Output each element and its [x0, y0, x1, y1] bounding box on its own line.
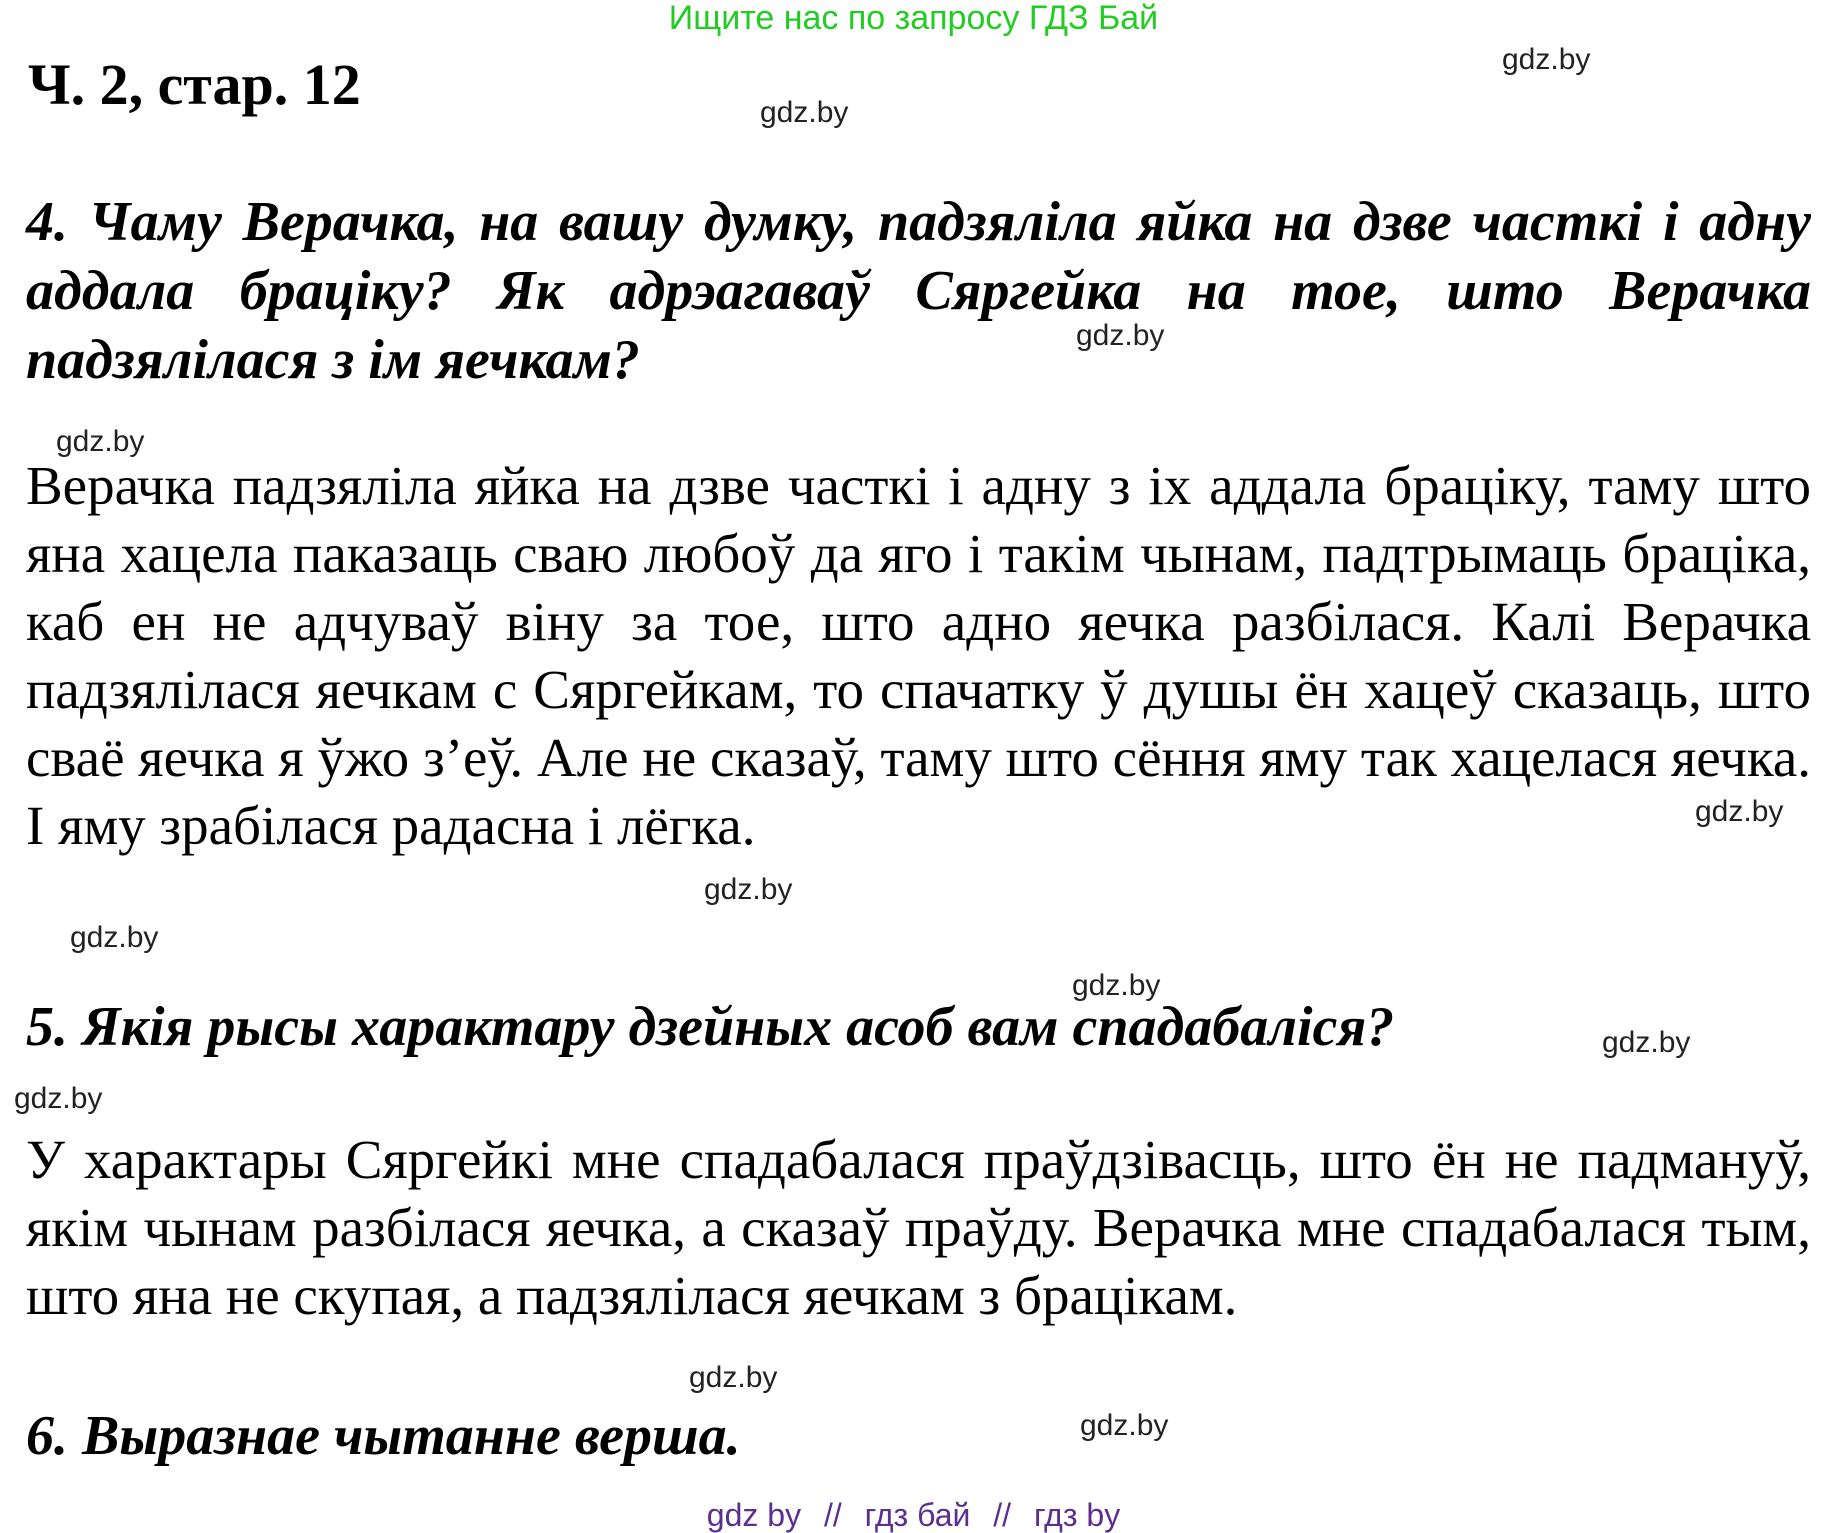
- question-4: 4. Чаму Верачка, на вашу думку, падзяліла яйка на дзве часткі і адну аддала брацiку? Як адрэагаваў Сяргейка на тое, што Верачка падзялілася з ім яечкам?: [26, 191, 1811, 391]
- watermark: gdz.by: [1080, 1409, 1169, 1442]
- footer-link-gdz-by-mixed[interactable]: гдз by: [1033, 1497, 1121, 1533]
- page-heading: Ч. 2, стар. 12: [28, 52, 361, 117]
- watermark: gdz.by: [689, 1361, 778, 1394]
- footer-link-gdz-bai[interactable]: гдз бай: [864, 1497, 971, 1533]
- watermark: gdz.by: [1502, 43, 1591, 76]
- watermark: gdz.by: [704, 873, 793, 906]
- watermark: gdz.by: [70, 921, 159, 954]
- answer-5: У характары Сяргейкі мне спадабалася праўдзівасць, што ён не падмануў, якім чынам разбiлася яечка, а сказаў праўду. Верачка мне спадабалася тым, што яна не скупая, а падзялiлася яечкам з брацікам.: [26, 1129, 1811, 1326]
- question-5: 5. Якія рысы характару дзейных асоб вам спадабаліся?: [26, 996, 1395, 1058]
- answer-4: Верачка падзяліла яйка на дзве часткі і адну з іх аддала брацiку, таму што яна хацела паказаць сваю любоў да яго і такім чынам, падтрымаць брацiка, каб ен не адчуваў віну за тое, што адно яечка разбiлася. Калі Верачка падзялiлася яечкам с Сяргейкам, то спачатку ў душы ён хацеў сказаць, што сваё яечка я ўжо з’еў. Але не сказаў, таму што сёння яму так хацелася яечка. І яму зрабiлася радасна і лёгка.: [26, 455, 1811, 856]
- watermark: gdz.by: [14, 1082, 103, 1115]
- watermark: gdz.by: [1072, 969, 1161, 1002]
- footer-link-gdz-by[interactable]: gdz by: [706, 1497, 802, 1533]
- footer-links: [0, 1498, 1827, 1532]
- footer-separator: //: [993, 1497, 1012, 1533]
- watermark: gdz.by: [1602, 1026, 1691, 1059]
- watermark: gdz.by: [1695, 795, 1784, 828]
- watermark: gdz.by: [760, 96, 849, 129]
- watermark: gdz.by: [1076, 319, 1165, 352]
- search-banner: Ищите нас по запросу ГДЗ Бай: [668, 0, 1159, 37]
- footer-separator: //: [823, 1497, 842, 1533]
- question-6: 6. Выразнае чытанне верша.: [26, 1405, 741, 1467]
- watermark: gdz.by: [56, 425, 145, 458]
